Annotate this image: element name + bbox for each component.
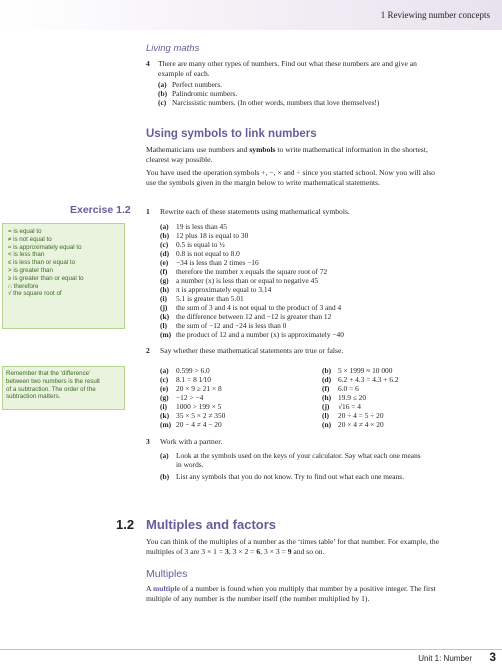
margin-note: Remember that the ‘difference’ between two numbers is the result of a subtraction. The order of the subtraction matters. <box>6 370 100 401</box>
legend-item: ≤ is less than or equal to <box>8 259 76 267</box>
list-item: (b) 12 plus 18 is equal to 30 <box>160 231 249 240</box>
footer-unit-label: Unit 1: Number <box>418 654 472 663</box>
list-item: (g) a number (x) is less than or equal to negative 45 <box>160 276 319 285</box>
list-item: (l) the sum of −12 and −24 is less than 0 <box>160 321 287 330</box>
section-number: 1.2 <box>116 517 135 532</box>
symbols-paragraph-2: You have used the operation symbols +, −, × and ÷ since you started school. Now you will also use the symbols given in the margin below to write mathematical statements. <box>146 168 435 187</box>
multiples-factors-heading: Multiples and factors <box>146 517 277 532</box>
legend-item: < is less than <box>8 251 45 259</box>
q2-right-column <box>322 366 399 429</box>
page-number: 3 <box>489 650 496 664</box>
list-item: (b) 5 × 1999 ≈ 10 000 <box>322 366 393 375</box>
list-item: (a) Perfect numbers. <box>158 80 223 89</box>
living-maths-list <box>158 80 379 107</box>
list-item: (e) −34 is less than 2 times −16 <box>160 258 259 267</box>
list-item: (c) 0.5 is equal to ½ <box>160 240 225 249</box>
list-item: (c) Narcissistic numbers. (In other words, numbers that love themselves!) <box>158 98 380 107</box>
multiples-heading: Multiples <box>146 568 188 580</box>
list-item: (j) the sum of 3 and 4 is not equal to the product of 3 and 4 <box>160 303 342 312</box>
multiples-paragraph: A multiple of a number is found when you multiply that number by a positive integer. The first multiple of any number is the number itself (the number multiplied by 1). <box>146 584 436 603</box>
multiples-factors-paragraph: You can think of the multiples of a number as the ‘times table’ for that number. For example, the multiples of 3 are 3 × 1 = 3, 3 × 2 = 6, 3 × 3 = 9 and so on. <box>146 537 440 556</box>
list-item: (e) 20 × 9 ≥ 21 × 8 <box>160 384 222 393</box>
list-item: (m) the product of 12 and a number (x) is approximately −40 <box>160 330 344 339</box>
question-text: Rewrite each of these statements using mathematical symbols. <box>160 207 350 216</box>
legend-item: √ the square root of <box>8 290 62 298</box>
q1-list <box>160 222 344 339</box>
symbols-section-heading: Using symbols to link numbers <box>146 128 317 140</box>
list-item-continuation: in words. <box>176 460 204 469</box>
question-number: 4 <box>146 59 150 68</box>
chapter-title: 1 Reviewing number concepts <box>380 10 490 20</box>
legend-item: ≥ is greater than or equal to <box>8 274 84 282</box>
list-item: (a) 19 is less than 45 <box>160 222 227 231</box>
living-maths-heading: Living maths <box>146 43 200 54</box>
legend-item: > is greater than <box>8 266 53 274</box>
list-item: (i) 5.1 is greater than 5.01 <box>160 294 244 303</box>
exercise-title: Exercise 1.2 <box>70 204 131 216</box>
list-item: (j) √16 = 4 <box>322 402 362 411</box>
symbols-paragraph-1: Mathematicians use numbers and symbols to write mathematical information in the shortest, clearest way possible. <box>146 145 428 164</box>
legend-item: ∴ therefore <box>8 282 39 290</box>
list-item: (c) 8.1 = 8 1⁄10 <box>160 375 211 384</box>
legend-item: ≈ is approximately equal to <box>8 243 82 251</box>
list-item: (f) therefore the number x equals the square root of 72 <box>160 267 328 276</box>
list-item: (h) π is approximately equal to 3.14 <box>160 285 272 294</box>
list-item: (b) List any symbols that you do not know. Try to find out what each one means. <box>160 472 404 481</box>
list-item: (b) Palindromic numbers. <box>158 89 238 98</box>
list-item: (i) 1000 > 199 × 5 <box>160 402 222 411</box>
question-text: Say whether these mathematical statements are true or false. <box>160 346 344 355</box>
q2-left-column <box>160 366 225 429</box>
symbols-legend <box>8 228 84 298</box>
living-maths-intro: There are many other types of numbers. Find out what these numbers are and give an example of each. <box>158 59 417 78</box>
legend-item: = is equal to <box>8 228 42 235</box>
list-item: (f) 6.0 = 6 <box>322 384 359 393</box>
list-item: (m) 20 − 4 ≠ 4 − 20 <box>160 420 222 429</box>
q3-list <box>160 451 421 481</box>
footer-rule <box>0 649 502 650</box>
list-item: (k) the difference between 12 and −12 is greater than 12 <box>160 312 332 321</box>
list-item: (d) 0.8 is not equal to 8.0 <box>160 249 240 258</box>
list-item: (a) Look at the symbols used on the keys of your calculator. Say what each one means <box>160 451 421 460</box>
question-number: 2 <box>146 346 150 355</box>
question-number: 1 <box>146 207 150 216</box>
list-item: (h) 19.9 ≤ 20 <box>322 393 367 402</box>
question-text: Work with a partner. <box>160 437 223 446</box>
list-item: (d) 6.2 + 4.3 = 4.3 + 6.2 <box>322 375 399 384</box>
list-item: (l) 20 ÷ 4 = 5 ÷ 20 <box>322 411 384 420</box>
list-item: (a) 0.599 > 6.0 <box>160 366 210 375</box>
list-item: (n) 20 × 4 ≠ 4 × 20 <box>322 420 384 429</box>
list-item: (g) −12 > −4 <box>160 393 204 402</box>
question-number: 3 <box>146 437 150 446</box>
legend-item: ≠ is not equal to <box>8 235 52 243</box>
list-item: (k) 35 × 5 × 2 ≠ 350 <box>160 411 226 420</box>
